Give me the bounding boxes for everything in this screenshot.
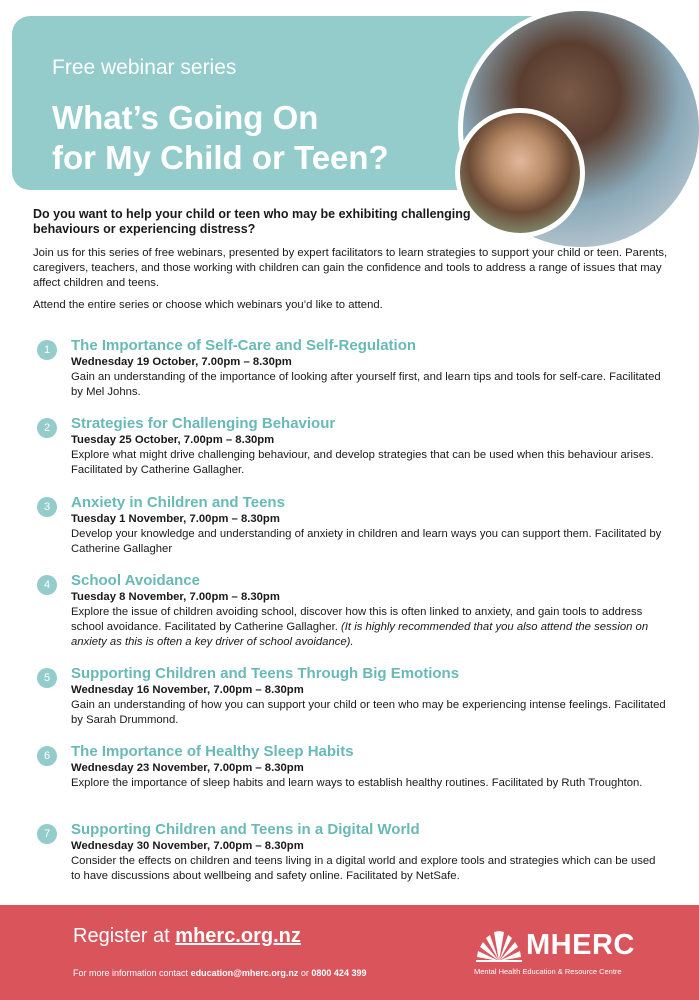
contact-email[interactable]: education@mherc.org.nz bbox=[190, 968, 299, 978]
webinar-title: The Importance of Healthy Sleep Habits bbox=[71, 743, 354, 760]
register-prefix: Register at bbox=[73, 925, 170, 947]
hero-title-line-1: What’s Going On bbox=[52, 99, 319, 136]
footer-banner bbox=[0, 905, 699, 1000]
webinar-number: 7 bbox=[37, 824, 57, 844]
contact-prefix: For more information contact bbox=[73, 968, 189, 978]
webinar-note: (It is highly recommended that you also attend the session on anxiety as this is often a key driver of school avoidance). bbox=[71, 621, 649, 648]
hero-title bbox=[52, 98, 389, 178]
webinar-number: 4 bbox=[37, 575, 57, 595]
intro-question: Do you want to help your child or teen who may be exhibiting challenging behaviours or experiencing distress? bbox=[33, 207, 471, 236]
webinar-number: 1 bbox=[37, 340, 57, 360]
attend-note: Attend the entire series or choose which webinars you’d like to attend. bbox=[33, 299, 383, 311]
contact-line bbox=[73, 968, 366, 978]
hero-title-line-2: for My Child or Teen? bbox=[52, 139, 389, 176]
webinar-number: 2 bbox=[37, 418, 57, 438]
webinar-title: The Importance of Self-Care and Self-Regulation bbox=[71, 337, 417, 354]
webinar-title: School Avoidance bbox=[71, 572, 200, 589]
webinar-title: Supporting Children and Teens Through Big Emotions bbox=[71, 665, 460, 682]
intro-paragraph: Join us for this series of free webinars, presented by expert facilitators to learn strategies to support your child or teen. Parents, caregivers, teachers, and those working with children can gain the confidence and tools to address a range of issues that may affect children and teens. bbox=[33, 247, 668, 289]
hero-subtitle: Free webinar series bbox=[52, 56, 237, 79]
webinar-title: Supporting Children and Teens in a Digital World bbox=[71, 821, 420, 838]
webinar-date: Wednesday 30 November, 7.00pm – 8.30pm bbox=[71, 840, 304, 852]
webinar-number: 6 bbox=[37, 746, 57, 766]
webinar-date: Wednesday 19 October, 7.00pm – 8.30pm bbox=[71, 356, 292, 368]
logo-subtitle: Mental Health Education & Resource Centre bbox=[474, 967, 622, 976]
webinar-description bbox=[71, 605, 667, 650]
webinar-description: Explore the importance of sleep habits and learn ways to establish healthy routines. Facilitated by Ruth Troughton. bbox=[71, 777, 643, 789]
webinar-description: Explore what might drive challenging behaviour, and develop strategies that can be used when this behaviour arises. Facilitated by Catherine Gallagher. bbox=[71, 449, 654, 476]
webinar-description: Gain an understanding of the importance of looking after yourself first, and learn tips and tools for self-care. Facilitated by Mel Johns. bbox=[71, 371, 661, 398]
webinar-date: Tuesday 25 October, 7.00pm – 8.30pm bbox=[71, 434, 275, 446]
webinar-description: Consider the effects on children and teens living in a digital world and explore tools and strategies which can be used to have discussions about wellbeing and safety online. Facilitated by NetSafe. bbox=[71, 855, 656, 882]
webinar-date: Tuesday 8 November, 7.00pm – 8.30pm bbox=[71, 591, 280, 603]
webinar-number: 3 bbox=[37, 497, 57, 517]
sunburst-icon bbox=[474, 927, 524, 963]
webinar-description: Develop your knowledge and understanding of anxiety in children and learn ways you can support them. Facilitated by Catherine Gallagher bbox=[71, 528, 662, 555]
webinar-description: Gain an understanding of how you can support your child or teen who may be experiencing intense feelings. Facilitated by Sarah Drummond. bbox=[71, 699, 666, 726]
webinar-date: Wednesday 16 November, 7.00pm – 8.30pm bbox=[71, 684, 304, 696]
register-link[interactable]: mherc.org.nz bbox=[175, 925, 301, 947]
webinar-title: Anxiety in Children and Teens bbox=[71, 494, 285, 511]
webinar-date: Wednesday 23 November, 7.00pm – 8.30pm bbox=[71, 762, 304, 774]
contact-phone[interactable]: 0800 424 399 bbox=[311, 968, 367, 978]
webinar-date: Tuesday 1 November, 7.00pm – 8.30pm bbox=[71, 513, 280, 525]
contact-or: or bbox=[300, 968, 309, 978]
webinar-title: Strategies for Challenging Behaviour bbox=[71, 415, 336, 432]
webinar-description-text: Explore the issue of children avoiding school, discover how this is often linked to anxiety, and gain tools to address school avoidance. Facilitated by Catherine Gallagher. bbox=[71, 606, 643, 633]
mherc-logo bbox=[474, 927, 654, 987]
logo-text: MHERC bbox=[526, 929, 635, 961]
register-line bbox=[73, 925, 301, 948]
webinar-number: 5 bbox=[37, 668, 57, 688]
